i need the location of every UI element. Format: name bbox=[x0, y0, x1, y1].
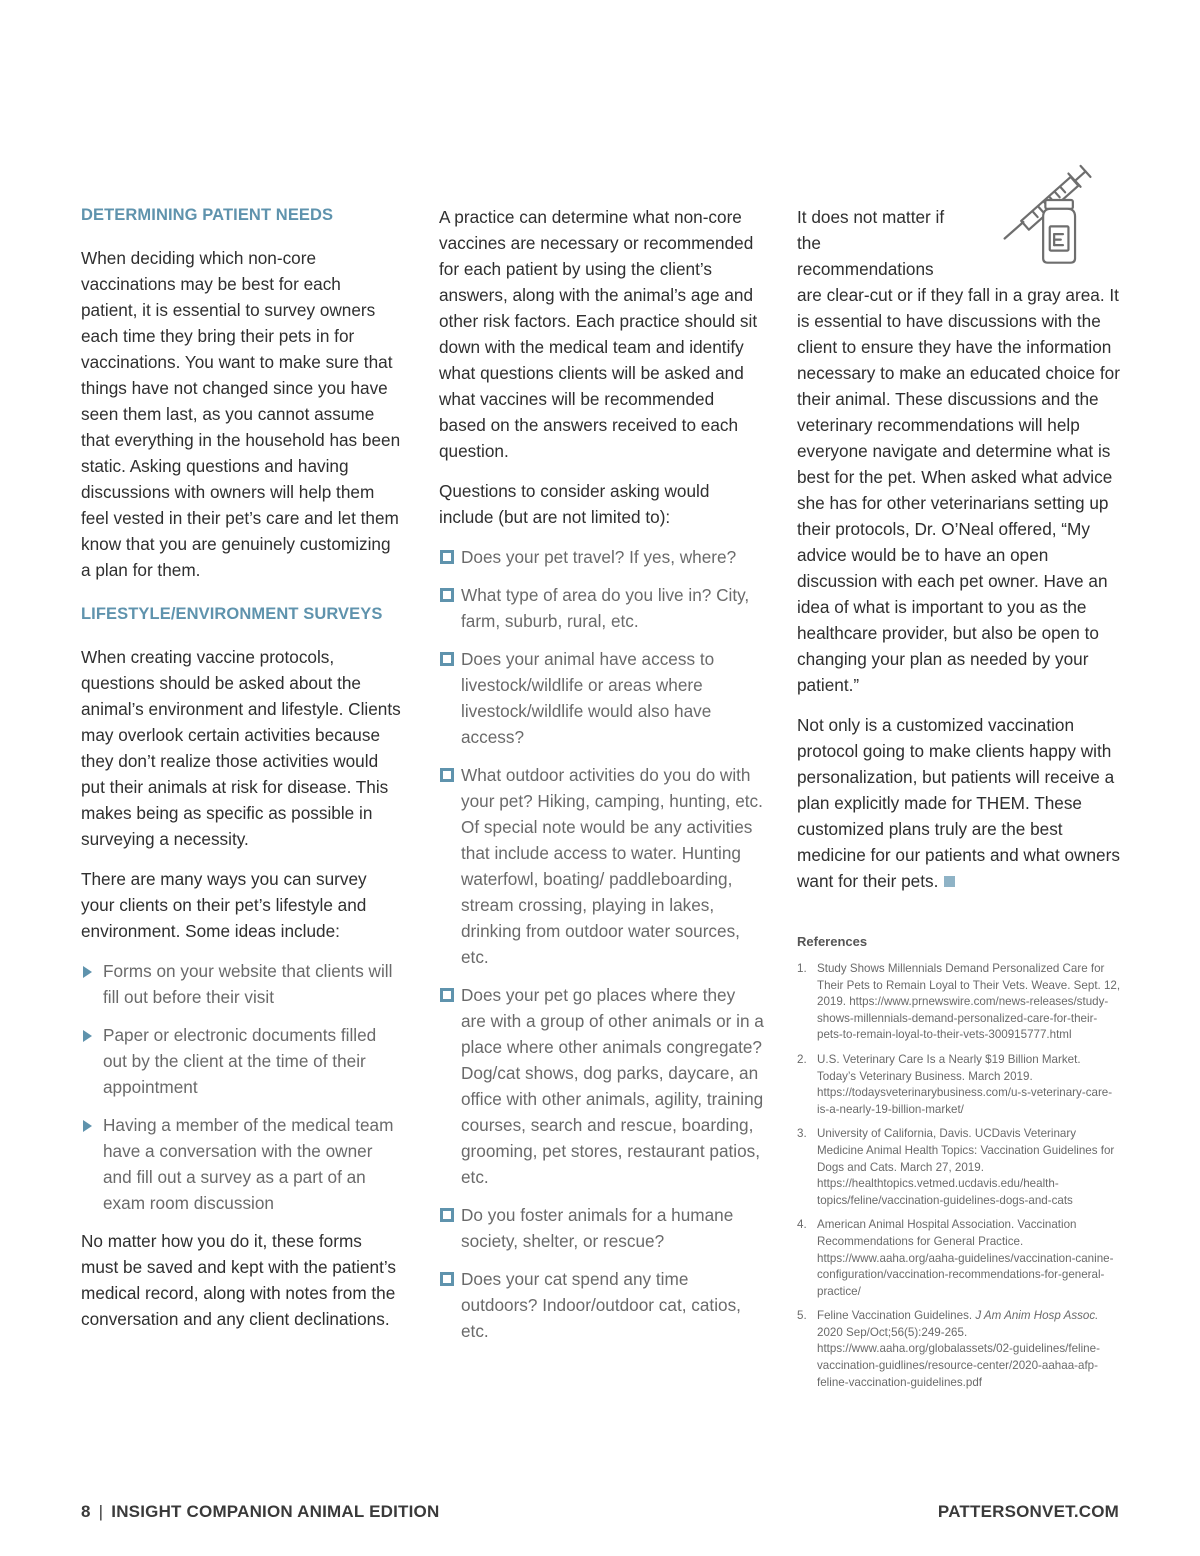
list-item: Paper or electronic documents filled out by the client at the time of their appointment bbox=[81, 1022, 401, 1100]
list-item: Does your pet travel? If yes, where? bbox=[439, 544, 764, 570]
triangle-bullet-icon bbox=[83, 966, 92, 978]
footer-site-link[interactable]: PATTERSONVET.COM bbox=[937, 1502, 1119, 1521]
footer-separator: | bbox=[98, 1502, 104, 1521]
list-item: Do you foster animals for a humane society, shelter, or rescue? bbox=[439, 1202, 764, 1254]
list-item: What outdoor activities do you do with your pet? Hiking, camping, hunting, etc. Of special note would be any activities that include access to water. Hunting waterfowl, boating/ paddleboarding, stream crossing, playing in lakes, drinking from outdoor water sources, etc. bbox=[439, 762, 764, 970]
list-item: Does your cat spend any time outdoors? Indoor/outdoor cat, catios, etc. bbox=[439, 1266, 764, 1344]
square-checkbox-icon bbox=[440, 1208, 454, 1222]
triangle-bullet-icon bbox=[83, 1120, 92, 1132]
paragraph: There are many ways you can survey your clients on their pet’s lifestyle and environment. Some ideas include: bbox=[81, 869, 367, 941]
paragraph: When deciding which non-core vaccinations may be best for each patient, it is essential to survey owners each time they bring their pets in for vaccinations. You want to make sure that things have not changed since you have seen them last, as you cannot assume that everything in the household has been static. Asking questions and having discussions with owners will help them feel vested in their pet’s care and let them know that you are genuinely customizing a plan for them. bbox=[81, 248, 401, 580]
square-checkbox-icon bbox=[440, 588, 454, 602]
paragraph: Questions to consider asking would include (but are not limited to): bbox=[439, 481, 710, 527]
square-checkbox-icon bbox=[440, 768, 454, 782]
square-checkbox-icon bbox=[440, 1272, 454, 1286]
ideas-list bbox=[81, 958, 401, 1216]
list-item: Does your pet go places where they are with a group of other animals or in a place where other animals congregate? Dog/cat shows, dog parks, daycare, an office with other animals, agility, training courses, search and rescue, boarding, grooming, pet stores, restaurant patios, etc. bbox=[439, 982, 764, 1190]
reference-item: 1. Study Shows Millennials Demand Personalized Care for Their Pets to Remain Loyal to Their Vets. Weave. Sept. 12, 2019. https://www.prnewswire.com/news-releases/study-shows-millennials-demand-personalized-care-for-their-pets-to-remain-loyal-to-their-vets-300915777.html bbox=[797, 962, 1121, 1042]
square-checkbox-icon bbox=[440, 652, 454, 666]
footer-publication bbox=[81, 1502, 439, 1522]
list-item: Forms on your website that clients will fill out before their visit bbox=[81, 958, 401, 1010]
end-square-icon bbox=[944, 876, 955, 887]
reference-item: 2. U.S. Veterinary Care Is a Nearly $19 Billion Market. Today’s Veterinary Business. March 2019. https://todaysveterinarybusiness.com/u-s-veterinary-care-is-a-nearly-19-billion-market/ bbox=[797, 1052, 1113, 1116]
paragraph: No matter how you do it, these forms must be saved and kept with the patient’s medical record, along with notes from the conversation and any client declinations. bbox=[81, 1231, 396, 1329]
column-middle bbox=[439, 204, 764, 1356]
list-item: What type of area do you live in? City, farm, suburb, rural, etc. bbox=[439, 582, 764, 634]
page-number: 8 bbox=[81, 1502, 91, 1521]
list-item: Does your animal have access to livestock/wildlife or areas where livestock/wildlife would also have access? bbox=[439, 646, 764, 750]
list-item: Having a member of the medical team have a conversation with the owner and fill out a survey as a part of an exam room discussion bbox=[81, 1112, 401, 1216]
section-heading-lifestyle: LIFESTYLE/ENVIRONMENT SURVEYS bbox=[81, 605, 383, 623]
section-heading-patient-needs: DETERMINING PATIENT NEEDS bbox=[81, 206, 334, 224]
syringe-and-vial-icon bbox=[962, 156, 1132, 266]
questions-list bbox=[439, 544, 764, 1344]
triangle-bullet-icon bbox=[83, 1030, 92, 1042]
column-left bbox=[81, 204, 401, 1346]
closing-paragraph: Not only is a customized vaccination protocol going to make clients happy with personalization, but patients will receive a plan explicitly made for THEM. These customized plans truly are the best medicine for our patients and what owners want for their pets. bbox=[797, 715, 1120, 891]
reference-item: 5. Feline Vaccination Guidelines. J Am Anim Hosp Assoc. 2020 Sep/Oct;56(5):249-265. https://www.aaha.org/globalassets/02-guidelines/feline-vaccination-guidlines/resource-center/2020-aahaa-afp-feline-vaccination-guidelines.pdf bbox=[797, 1309, 1100, 1389]
paragraph: A practice can determine what non-core vaccines are necessary or recommended for each patient by using the client’s answers, along with the animal’s age and other risk factors. Each practice should sit down with the medical team and identify what questions clients will be asked and what vaccines will be recommended based on the answers received to each question. bbox=[439, 207, 758, 461]
reference-item: 4. American Animal Hospital Association. Vaccination Recommendations for General Practice. https://www.aaha.org/aaha-guidelines/vaccination-canine-configuration/vaccination-recommendations-for-general-practice/ bbox=[797, 1218, 1114, 1298]
reference-item: 3. University of California, Davis. UCDavis Veterinary Medicine Animal Health Topics: Vaccination Guidelines for Dogs and Cats. March 27, 2019. https://healthtopics.vetmed.ucdavis.edu/health-topics/feline/vaccination-guidelines-dogs-and-cats bbox=[797, 1127, 1115, 1207]
square-checkbox-icon bbox=[440, 550, 454, 564]
paragraph: When creating vaccine protocols, questions should be asked about the animal’s environment and lifestyle. Clients may overlook certain activities because they don’t realize those activities would put their animals at risk for disease. This makes being as specific as possible in surveying a necessity. bbox=[81, 647, 401, 849]
outdoor-note: Of special note would be any activities that include access to water. Hunting waterfowl, boating/ paddleboarding, stream crossing, playing in lakes, drinking from outdoor water sources, etc. bbox=[461, 817, 753, 967]
references-list bbox=[797, 961, 1122, 1391]
references-heading: References bbox=[797, 934, 868, 949]
publication-title: INSIGHT COMPANION ANIMAL EDITION bbox=[111, 1502, 440, 1521]
square-checkbox-icon bbox=[440, 988, 454, 1002]
paragraph: It does not matter if the recommendations are clear-cut or if they fall in a gray area. It is essential to have discussions with the client to ensure they have the information necessary to make an educated choice for their animal. These discussions and the veterinary recommendations will help everyone navigate and determine what is best for the pet. When asked what advice she has for other veterinarians setting up their protocols, Dr. O’Neal offered, “My advice would be to have an open discussion with each pet owner. Have an idea of what is important to you as the healthcare provider, but also be open to changing your plan as needed by your patient.” bbox=[797, 207, 1120, 695]
column-right bbox=[797, 204, 1122, 1399]
